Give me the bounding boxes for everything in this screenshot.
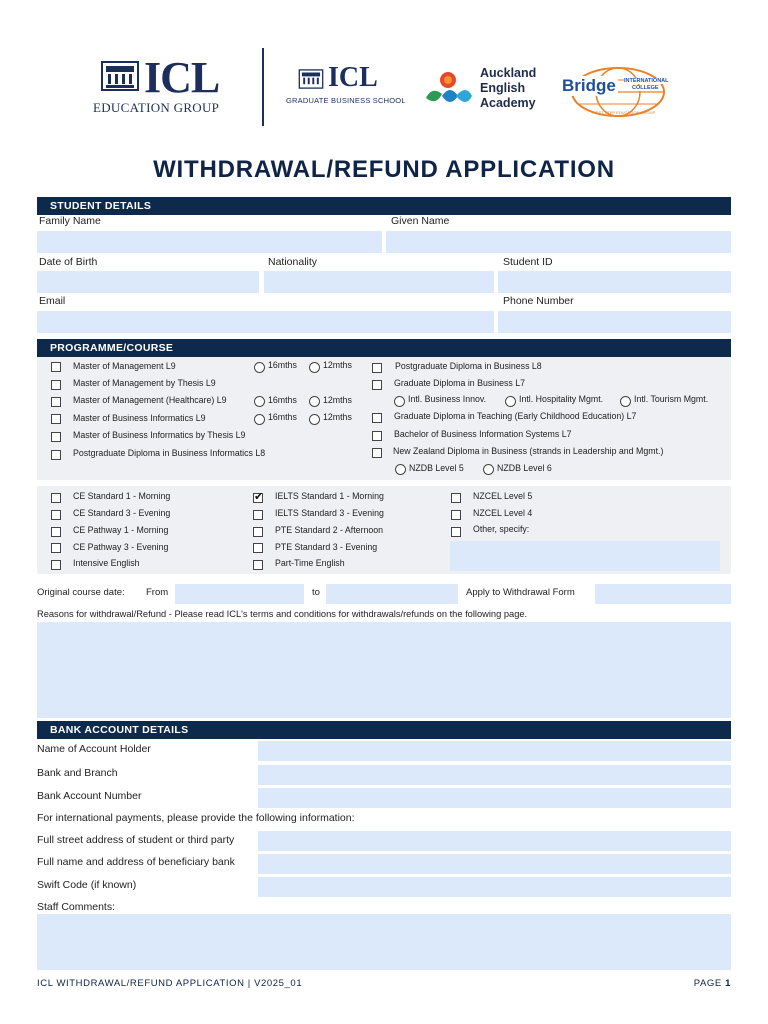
- beneficiary-bank-label: Full name and address of beneficiary bank: [37, 856, 235, 868]
- staff-comments-textarea[interactable]: [37, 914, 731, 970]
- programme-label: New Zealand Diploma in Business (strands in Leadership and Mgmt.): [393, 446, 664, 456]
- page-title: WITHDRAWAL/REFUND APPLICATION: [153, 156, 615, 183]
- from-date-field[interactable]: [175, 584, 304, 604]
- beneficiary-bank-field[interactable]: [258, 854, 731, 874]
- nzdb-level-radio[interactable]: [483, 464, 494, 475]
- english-course-label: CE Standard 3 - Evening: [73, 508, 171, 518]
- nationality-label: Nationality: [268, 256, 318, 268]
- english-course-label: CE Pathway 3 - Evening: [73, 542, 169, 552]
- email-field[interactable]: [37, 311, 494, 333]
- english-course-checkbox[interactable]: [451, 493, 461, 503]
- gdb-strand-label: Intl. Business Innov.: [408, 394, 487, 404]
- family-name-label: Family Name: [39, 215, 101, 227]
- given-name-label: Given Name: [391, 215, 450, 227]
- english-course-label: IELTS Standard 1 - Morning: [275, 491, 384, 501]
- icl-education-group-logo: [92, 53, 242, 118]
- checkmark-icon: ✔: [254, 491, 264, 503]
- aea-swirl-icon: [422, 68, 476, 110]
- dob-label: Date of Birth: [39, 256, 98, 268]
- bridge-intl-text: INTERNATIONAL: [624, 78, 669, 84]
- english-course-label: PTE Standard 2 - Afternoon: [275, 525, 384, 535]
- bridge-arc-text: FIRST STEP EDUCATION GROUP: [592, 110, 656, 115]
- programme-checkbox[interactable]: [51, 380, 61, 390]
- footer-page: [694, 978, 731, 989]
- footer-page-label: PAGE: [693, 978, 722, 989]
- english-course-checkbox[interactable]: [51, 493, 61, 503]
- programme-checkbox[interactable]: [372, 380, 382, 390]
- duration-12mths-label: 12mths: [323, 412, 352, 422]
- english-course-checkbox[interactable]: [253, 543, 263, 553]
- nzdb-level-radio[interactable]: [395, 464, 406, 475]
- apply-to-withdrawal-label: Apply to Withdrawal Form: [466, 587, 575, 598]
- given-name-field[interactable]: [386, 231, 731, 253]
- account-number-label: Bank Account Number: [37, 790, 142, 802]
- programme-label: Graduate Diploma in Business L7: [394, 378, 526, 388]
- icl-gbs-text: ICL: [328, 62, 378, 93]
- duration-12mths-label: 12mths: [323, 360, 352, 370]
- programme-label: Master of Business Informatics L9: [73, 413, 206, 423]
- bridge-text: Bridge: [562, 76, 616, 95]
- english-course-label: IELTS Standard 3 - Evening: [275, 508, 384, 518]
- bridge-college-text: COLLEGE: [632, 85, 659, 91]
- aea-line2: English: [480, 81, 526, 95]
- reasons-textarea[interactable]: [37, 622, 731, 718]
- original-course-date-label: Original course date:: [37, 587, 125, 598]
- nationality-field[interactable]: [264, 271, 494, 293]
- to-label: to: [312, 587, 320, 598]
- duration-16mths-label: 16mths: [268, 412, 297, 422]
- duration-12mths-radio[interactable]: [309, 396, 320, 407]
- english-course-label: NZCEL Level 5: [473, 491, 533, 501]
- apply-date-field[interactable]: [595, 584, 731, 604]
- duration-12mths-radio[interactable]: [309, 362, 320, 373]
- street-address-field[interactable]: [258, 831, 731, 851]
- aea-line3: Academy: [480, 96, 536, 110]
- account-holder-field[interactable]: [258, 741, 731, 761]
- logo-divider: [262, 48, 264, 126]
- english-course-checkbox[interactable]: [253, 560, 263, 570]
- nzdb-level-label: NZDB Level 6: [497, 463, 552, 473]
- programme-checkbox[interactable]: [51, 414, 61, 424]
- gdb-strand-radio[interactable]: [505, 396, 516, 407]
- duration-16mths-radio[interactable]: [254, 414, 265, 425]
- programme-label: Postgraduate Diploma in Business L8: [395, 361, 542, 371]
- gbs-text: GRADUATE BUSINESS SCHOOL: [286, 96, 406, 105]
- gdb-strand-radio[interactable]: [620, 396, 631, 407]
- duration-12mths-radio[interactable]: [309, 414, 320, 425]
- other-specify-field[interactable]: [450, 541, 720, 571]
- programme-header: PROGRAMME/COURSE: [37, 339, 731, 357]
- student-details-header: STUDENT DETAILS: [37, 197, 731, 215]
- english-course-label: Intensive English: [73, 558, 140, 568]
- duration-16mths-label: 16mths: [268, 395, 297, 405]
- programme-checkbox[interactable]: [51, 450, 61, 460]
- bridge-international-college-logo: [558, 66, 678, 118]
- account-number-field[interactable]: [258, 788, 731, 808]
- student-id-label: Student ID: [503, 256, 553, 268]
- gdb-strand-label: Intl. Hospitality Mgmt.: [519, 394, 604, 404]
- gdb-strand-label: Intl. Tourism Mgmt.: [634, 394, 709, 404]
- programme-label: Graduate Diploma in Teaching (Early Childhood Education) L7: [394, 411, 637, 421]
- duration-16mths-radio[interactable]: [254, 362, 265, 373]
- programme-checkbox[interactable]: [51, 397, 61, 407]
- english-course-label: CE Standard 1 - Morning: [73, 491, 171, 501]
- bank-branch-label: Bank and Branch: [37, 767, 118, 779]
- english-course-checkbox[interactable]: [51, 543, 61, 553]
- bank-branch-field[interactable]: [258, 765, 731, 785]
- english-course-label: CE Pathway 1 - Morning: [73, 525, 169, 535]
- english-course-checkbox[interactable]: [51, 560, 61, 570]
- crest-icon: [298, 68, 324, 90]
- auckland-english-academy-logo: [422, 64, 544, 112]
- student-id-field[interactable]: [498, 271, 731, 293]
- programme-label: Master of Business Informatics by Thesis L9: [73, 430, 246, 440]
- phone-label: Phone Number: [503, 295, 574, 307]
- english-course-checkbox[interactable]: [451, 510, 461, 520]
- programme-checkbox[interactable]: [372, 413, 382, 423]
- duration-16mths-label: 16mths: [268, 360, 297, 370]
- programme-checkbox[interactable]: [51, 362, 61, 372]
- programme-label: Master of Management L9: [73, 361, 176, 371]
- staff-comments-label: Staff Comments:: [37, 901, 116, 913]
- programme-checkbox[interactable]: [372, 363, 382, 373]
- duration-12mths-label: 12mths: [323, 395, 352, 405]
- dob-field[interactable]: [37, 271, 259, 293]
- account-holder-label: Name of Account Holder: [37, 743, 151, 755]
- english-course-checkbox[interactable]: [51, 527, 61, 537]
- ielts-standard-1-checkbox[interactable]: [253, 493, 263, 503]
- other-course-checkbox[interactable]: [451, 527, 461, 537]
- aea-line1: Auckland: [480, 66, 537, 80]
- education-group-text: EDUCATION GROUP: [93, 100, 220, 115]
- icl-logo-text: ICL: [144, 53, 220, 102]
- english-course-checkbox[interactable]: [253, 527, 263, 537]
- english-course-label: PTE Standard 3 - Evening: [275, 542, 378, 552]
- programme-label: Master of Management (Healthcare) L9: [73, 395, 227, 405]
- english-course-label: Part-Time English: [275, 558, 345, 568]
- other-specify-label: Other, specify:: [473, 524, 530, 534]
- programme-checkbox[interactable]: [51, 432, 61, 442]
- programme-checkbox[interactable]: [372, 448, 382, 458]
- gdb-strand-radio[interactable]: [394, 396, 405, 407]
- email-label: Email: [39, 295, 66, 307]
- footer-page-number: 1: [725, 978, 731, 989]
- crest-icon: [100, 60, 140, 92]
- programme-checkbox[interactable]: [372, 431, 382, 441]
- english-course-label: NZCEL Level 4: [473, 508, 533, 518]
- to-date-field[interactable]: [326, 584, 458, 604]
- swift-code-label: Swift Code (if known): [37, 879, 137, 891]
- footer-form-id: ICL WITHDRAWAL/REFUND APPLICATION | V2025_01: [37, 978, 303, 989]
- programme-label: Postgraduate Diploma in Business Informatics L8: [73, 448, 266, 458]
- family-name-field[interactable]: [37, 231, 382, 253]
- swift-code-field[interactable]: [258, 877, 731, 897]
- duration-16mths-radio[interactable]: [254, 396, 265, 407]
- reasons-label: Reasons for withdrawal/Refund - Please read ICL's terms and conditions for withdrawals/refunds on the following page.: [37, 609, 528, 619]
- from-label: From: [146, 587, 169, 598]
- international-payments-note: For international payments, please provide the following information:: [37, 812, 355, 824]
- programme-label: Master of Management by Thesis L9: [73, 378, 216, 388]
- phone-field[interactable]: [498, 311, 731, 333]
- street-address-label: Full street address of student or third party: [37, 834, 235, 846]
- nzdb-level-label: NZDB Level 5: [409, 463, 464, 473]
- english-course-checkbox[interactable]: [51, 510, 61, 520]
- bank-details-header: BANK ACCOUNT DETAILS: [37, 721, 731, 739]
- english-course-checkbox[interactable]: [253, 510, 263, 520]
- programme-label: Bachelor of Business Information Systems L7: [394, 429, 572, 439]
- icl-graduate-business-school-logo: [284, 64, 404, 110]
